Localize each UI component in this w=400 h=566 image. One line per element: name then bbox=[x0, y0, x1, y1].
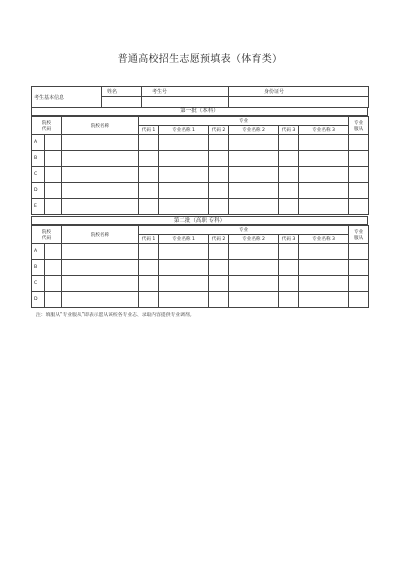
major-header: 专业 bbox=[139, 226, 349, 235]
cell[interactable] bbox=[139, 292, 159, 308]
cell[interactable] bbox=[299, 167, 349, 183]
name-field[interactable] bbox=[102, 97, 142, 108]
exam-no-field[interactable] bbox=[142, 97, 229, 108]
cell[interactable] bbox=[159, 244, 209, 260]
cell[interactable] bbox=[209, 135, 229, 151]
sub-header: 代码 3 bbox=[279, 235, 299, 244]
cell[interactable] bbox=[299, 276, 349, 292]
name-label: 姓名 bbox=[102, 87, 142, 97]
sub-header: 代码 1 bbox=[139, 235, 159, 244]
cell[interactable] bbox=[139, 244, 159, 260]
exam-no-label: 考生号 bbox=[142, 87, 229, 97]
cell[interactable] bbox=[299, 135, 349, 151]
row-label: B bbox=[32, 260, 45, 276]
cell[interactable] bbox=[229, 260, 279, 276]
cell[interactable] bbox=[279, 167, 299, 183]
cell[interactable] bbox=[299, 260, 349, 276]
cell[interactable] bbox=[209, 167, 229, 183]
table-row bbox=[32, 183, 369, 199]
cell[interactable] bbox=[279, 183, 299, 199]
cell[interactable] bbox=[62, 244, 139, 260]
cell[interactable] bbox=[139, 276, 159, 292]
cell[interactable] bbox=[229, 276, 279, 292]
cell[interactable] bbox=[62, 199, 139, 215]
footnote: 注：填服从“专业服从”即表示愿从该校各专业志、录取内容提供专业调剂。 bbox=[36, 313, 195, 318]
table-row bbox=[32, 260, 369, 276]
cell[interactable] bbox=[62, 167, 139, 183]
basic-info-label: 考生基本信息 bbox=[32, 87, 102, 108]
cell[interactable] bbox=[45, 276, 62, 292]
row-label: C bbox=[32, 276, 45, 292]
sub-header: 专业名称 1 bbox=[159, 235, 209, 244]
cell[interactable] bbox=[62, 151, 139, 167]
cell[interactable] bbox=[159, 151, 209, 167]
cell[interactable] bbox=[229, 167, 279, 183]
cell[interactable] bbox=[279, 260, 299, 276]
sub-header: 专业名称 3 bbox=[299, 235, 349, 244]
sub-header: 专业名称 2 bbox=[229, 235, 279, 244]
row-label: B bbox=[32, 151, 45, 167]
cell[interactable] bbox=[349, 276, 369, 292]
cell[interactable] bbox=[62, 292, 139, 308]
cell[interactable] bbox=[45, 199, 62, 215]
cell[interactable] bbox=[299, 183, 349, 199]
cell[interactable] bbox=[349, 292, 369, 308]
cell[interactable] bbox=[45, 167, 62, 183]
cell[interactable] bbox=[209, 260, 229, 276]
cell[interactable] bbox=[159, 167, 209, 183]
cell[interactable] bbox=[229, 135, 279, 151]
section-2-rows bbox=[32, 244, 369, 308]
sub-header: 代码 1 bbox=[139, 126, 159, 135]
cell[interactable] bbox=[159, 183, 209, 199]
cell[interactable] bbox=[349, 135, 369, 151]
id-field[interactable] bbox=[229, 97, 369, 108]
cell[interactable] bbox=[139, 183, 159, 199]
cell[interactable] bbox=[62, 260, 139, 276]
table-row bbox=[32, 167, 369, 183]
cell[interactable] bbox=[45, 151, 62, 167]
row-label: A bbox=[32, 244, 45, 260]
cell[interactable] bbox=[229, 244, 279, 260]
cell[interactable] bbox=[139, 151, 159, 167]
cell[interactable] bbox=[209, 244, 229, 260]
form-title: 普通高校招生志愿预填表（体育类） bbox=[117, 54, 283, 65]
cell[interactable] bbox=[139, 135, 159, 151]
cell[interactable] bbox=[45, 183, 62, 199]
cell[interactable] bbox=[209, 292, 229, 308]
major-header: 专业 bbox=[139, 117, 349, 126]
cell[interactable] bbox=[229, 183, 279, 199]
cell[interactable] bbox=[349, 183, 369, 199]
sub-header: 代码 2 bbox=[209, 126, 229, 135]
cell[interactable] bbox=[159, 135, 209, 151]
cell[interactable] bbox=[349, 244, 369, 260]
section-1-rows bbox=[32, 135, 369, 215]
row-label: D bbox=[32, 292, 45, 308]
cell[interactable] bbox=[209, 199, 229, 215]
cell[interactable] bbox=[349, 167, 369, 183]
sub-header: 专业名称 2 bbox=[229, 126, 279, 135]
sub-header: 代码 3 bbox=[279, 126, 299, 135]
table-row bbox=[32, 199, 369, 215]
school-code-header: 院校 代码 bbox=[32, 226, 62, 244]
school-name-header: 院校名称 bbox=[62, 117, 139, 135]
cell[interactable] bbox=[229, 199, 279, 215]
table-row bbox=[32, 244, 369, 260]
cell[interactable] bbox=[45, 135, 62, 151]
cell[interactable] bbox=[299, 244, 349, 260]
cell[interactable] bbox=[209, 276, 229, 292]
sub-header: 代码 2 bbox=[209, 235, 229, 244]
cell[interactable] bbox=[349, 151, 369, 167]
cell[interactable] bbox=[45, 260, 62, 276]
cell[interactable] bbox=[139, 167, 159, 183]
cell[interactable] bbox=[299, 292, 349, 308]
id-label: 身份证号 bbox=[229, 87, 369, 97]
cell[interactable] bbox=[139, 260, 159, 276]
school-code-header: 院校 代码 bbox=[32, 117, 62, 135]
row-label: D bbox=[32, 183, 45, 199]
cell[interactable] bbox=[62, 276, 139, 292]
section-table-1 bbox=[31, 116, 369, 215]
cell[interactable] bbox=[279, 292, 299, 308]
cell[interactable] bbox=[279, 244, 299, 260]
sub-header: 专业名称 3 bbox=[299, 126, 349, 135]
cell[interactable] bbox=[62, 183, 139, 199]
table-row bbox=[32, 276, 369, 292]
cell[interactable] bbox=[159, 260, 209, 276]
cell[interactable] bbox=[279, 135, 299, 151]
row-label: C bbox=[32, 167, 45, 183]
school-name-header: 院校名称 bbox=[62, 226, 139, 244]
cell[interactable] bbox=[159, 199, 209, 215]
cell[interactable] bbox=[209, 151, 229, 167]
cell[interactable] bbox=[45, 244, 62, 260]
adjust-header: 专业 服从 bbox=[349, 117, 369, 135]
cell[interactable] bbox=[349, 199, 369, 215]
basic-info-table bbox=[31, 86, 369, 108]
adjust-header: 专业 服从 bbox=[349, 226, 369, 244]
sub-header: 专业名称 1 bbox=[159, 126, 209, 135]
cell[interactable] bbox=[159, 276, 209, 292]
cell[interactable] bbox=[45, 292, 62, 308]
cell[interactable] bbox=[209, 183, 229, 199]
cell[interactable] bbox=[279, 276, 299, 292]
section-table-2 bbox=[31, 225, 369, 308]
table-row bbox=[32, 135, 369, 151]
cell[interactable] bbox=[139, 199, 159, 215]
row-label: A bbox=[32, 135, 45, 151]
table-row bbox=[32, 292, 369, 308]
cell[interactable] bbox=[159, 292, 209, 308]
cell[interactable] bbox=[279, 199, 299, 215]
cell[interactable] bbox=[229, 292, 279, 308]
row-label: E bbox=[32, 199, 45, 215]
section-header-2: 第二批（高职 专科） bbox=[31, 216, 368, 225]
table-row bbox=[32, 151, 369, 167]
cell[interactable] bbox=[299, 199, 349, 215]
cell[interactable] bbox=[349, 260, 369, 276]
cell[interactable] bbox=[279, 151, 299, 167]
cell[interactable] bbox=[62, 135, 139, 151]
cell[interactable] bbox=[299, 151, 349, 167]
cell[interactable] bbox=[229, 151, 279, 167]
section-header-1: 第一批（本科） bbox=[31, 107, 368, 116]
